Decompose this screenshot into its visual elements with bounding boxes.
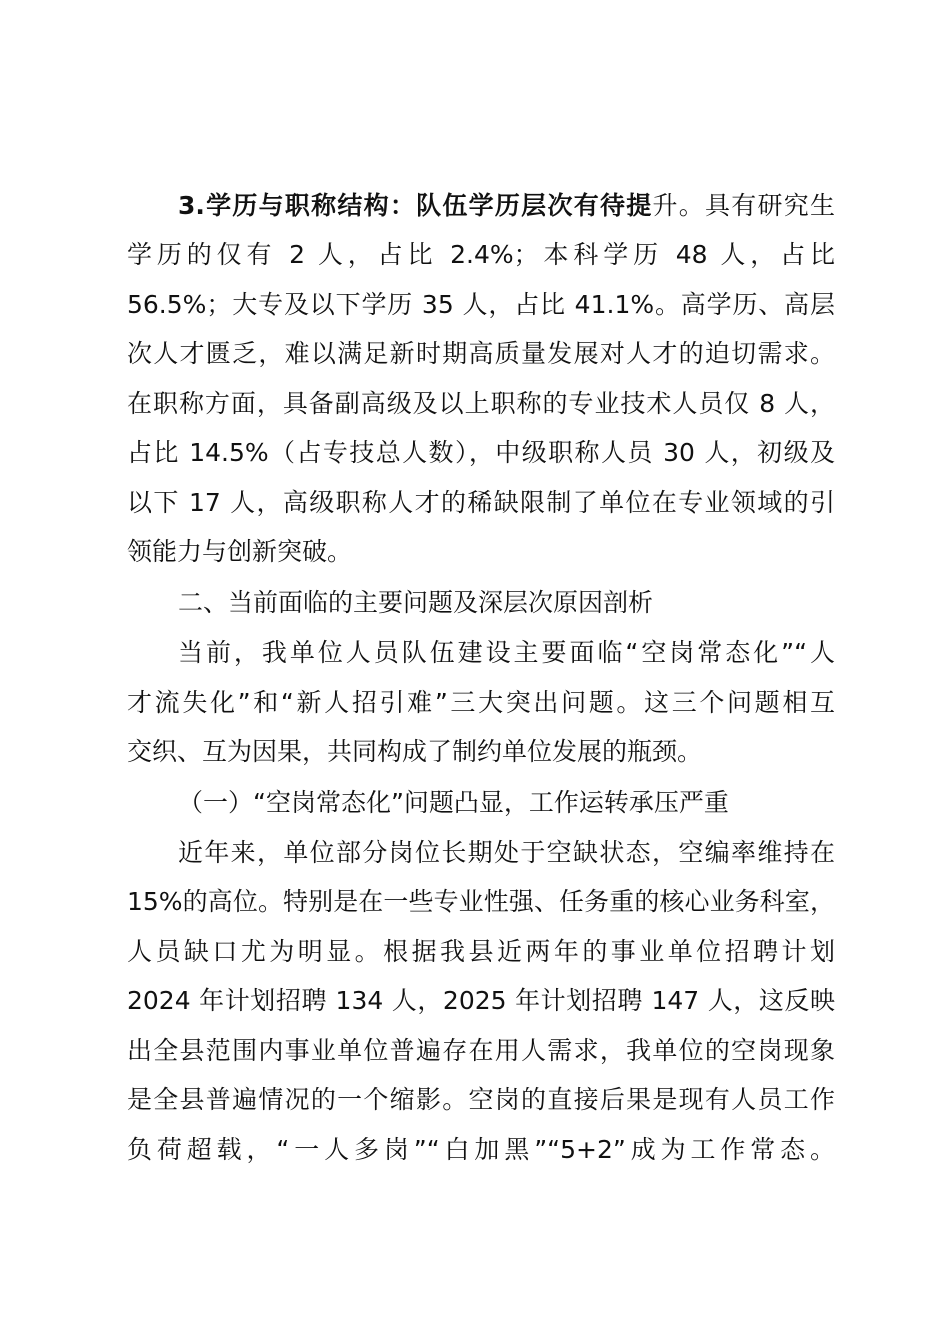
paragraph-1-line-7: 以下 17 人，高级职称人才的稀缺限制了单位在专业领域的引 — [127, 488, 835, 517]
paragraph-2-line-3: 交织、互为因果，共同构成了制约单位发展的瓶颈。 — [127, 737, 703, 766]
paragraph-3-line-1: 近年来，单位部分岗位长期处于空缺状态，空编率维持在 — [178, 838, 835, 867]
paragraph-1-line-4: 次人才匮乏，难以满足新时期高质量发展对人才的迫切需求。 — [127, 339, 835, 368]
paragraph-1-heading: 3.学历与职称结构：队伍学历层次有待提 — [178, 191, 653, 220]
paragraph-3-line-3: 人员缺口尤为明显。根据我县近两年的事业单位招聘计划 — [127, 937, 835, 966]
paragraph-1-line-6: 占比 14.5%（占专技总人数），中级职称人员 30 人，初级及 — [127, 438, 835, 467]
paragraph-1-line-3: 56.5%；大专及以下学历 35 人，占比 41.1%。高学历、高层 — [127, 290, 835, 319]
paragraph-3-line-4: 2024 年计划招聘 134 人，2025 年计划招聘 147 人，这反映 — [127, 986, 835, 1015]
section-title: 二、当前面临的主要问题及深层次原因剖析 — [178, 588, 654, 617]
paragraph-1-line-2: 学历的仅有 2 人，占比 2.4%；本科学历 48 人，占比 — [127, 240, 835, 269]
paragraph-1-line-8: 领能力与创新突破。 — [127, 537, 353, 566]
paragraph-3-line-2: 15%的高位。特别是在一些专业性强、任务重的核心业务科室， — [127, 887, 835, 916]
paragraph-2-line-2: 才流失化”和“新人招引难”三大突出问题。这三个问题相互 — [127, 688, 835, 717]
paragraph-1-line-1-text: 升。具有研究生 — [652, 191, 835, 220]
paragraph-1-line-1 — [178, 186, 835, 226]
paragraph-3-line-7: 负荷超载，“一人多岗”“白加黑”“5+2”成为工作常态。 — [127, 1135, 835, 1164]
paragraph-3-line-5: 出全县范围内事业单位普遍存在用人需求，我单位的空岗现象 — [127, 1036, 835, 1065]
paragraph-3-line-6: 是全县普遍情况的一个缩影。空岗的直接后果是现有人员工作 — [127, 1085, 835, 1114]
paragraph-1-line-5: 在职称方面，具备副高级及以上职称的专业技术人员仅 8 人， — [127, 389, 835, 418]
paragraph-2-line-1: 当前，我单位人员队伍建设主要面临“空岗常态化”“人 — [178, 638, 835, 667]
subsection-title: （一）“空岗常态化”问题凸显，工作运转承压严重 — [178, 788, 729, 817]
